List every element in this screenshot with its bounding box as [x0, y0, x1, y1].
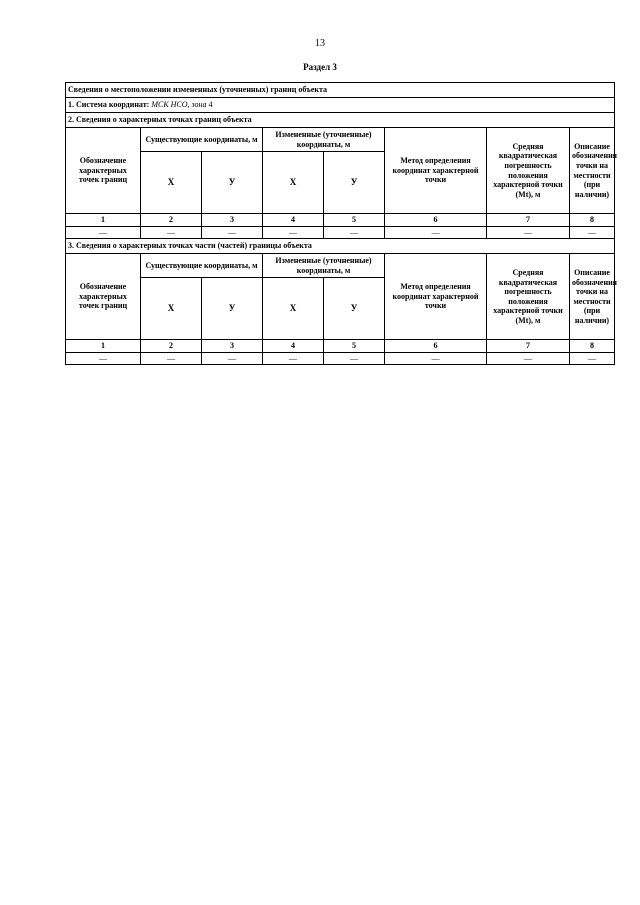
column-number: 7 — [487, 340, 570, 353]
table-cell: — — [385, 226, 487, 239]
coordinate-system-label: 1. Система координат: — [68, 100, 150, 110]
table-cell: — — [263, 226, 324, 239]
column-number: 4 — [263, 214, 324, 227]
boundary-table — [65, 82, 618, 365]
table-cell: — — [141, 226, 202, 239]
coordinate-system-row — [66, 98, 615, 113]
header-method: Метод определения координат характерной точки — [385, 254, 487, 340]
column-number-row — [66, 214, 615, 227]
header-changed-y: У — [324, 152, 385, 214]
section-title: Раздел 3 — [303, 62, 337, 72]
header-changed-coordinates: Измененные (уточненные) координаты, м — [263, 254, 385, 278]
table-cell: — — [487, 352, 570, 365]
table-cell: — — [263, 352, 324, 365]
header-existing-y: У — [202, 278, 263, 340]
column-number: 3 — [202, 340, 263, 353]
column-number: 8 — [570, 214, 615, 227]
block2-title: 3. Сведения о характерных точках части (частей) границы объекта — [66, 239, 615, 254]
table-cell: — — [324, 226, 385, 239]
column-number: 5 — [324, 214, 385, 227]
header-error: Средняя квадратическая погрешность положения характерной точки (Mt), м — [487, 254, 570, 340]
table-row — [66, 352, 615, 365]
table-cell: — — [385, 352, 487, 365]
table-cell: — — [324, 352, 385, 365]
page-number: 13 — [315, 38, 325, 49]
column-number-row — [66, 340, 615, 353]
table-cell: — — [141, 352, 202, 365]
table-cell: — — [66, 226, 141, 239]
table-cell: — — [66, 352, 141, 365]
header-existing-coordinates: Существующие координаты, м — [141, 128, 263, 152]
header-existing-coordinates: Существующие координаты, м — [141, 254, 263, 278]
header-changed-y: У — [324, 278, 385, 340]
header-existing-x: Х — [141, 152, 202, 214]
column-number: 1 — [66, 214, 141, 227]
column-number: 6 — [385, 340, 487, 353]
column-number: 5 — [324, 340, 385, 353]
coordinate-system-zone: 4 — [208, 100, 213, 110]
table-cell: — — [487, 226, 570, 239]
column-number: 1 — [66, 340, 141, 353]
header-changed-x: Х — [263, 152, 324, 214]
block1-title: 2. Сведения о характерных точках границ объекта — [66, 113, 615, 128]
header-changed-coordinates: Измененные (уточненные) координаты, м — [263, 128, 385, 152]
column-number: 3 — [202, 214, 263, 227]
coordinate-system-value: МСК НСО, зона — [151, 100, 207, 110]
header-description: Описание обозначения точки на местности (при наличии) — [570, 128, 615, 214]
header-error: Средняя квадратическая погрешность положения характерной точки (Mt), м — [487, 128, 570, 214]
table-cell: — — [202, 352, 263, 365]
table-cell: — — [570, 352, 615, 365]
column-number: 8 — [570, 340, 615, 353]
header-designation: Обозначение характерных точек границ — [66, 254, 141, 340]
table-cell: — — [202, 226, 263, 239]
table-cell: — — [570, 226, 615, 239]
table-title: Сведения о местоположении измененных (уточненных) границ объекта — [66, 83, 615, 98]
column-number: 7 — [487, 214, 570, 227]
column-number: 4 — [263, 340, 324, 353]
header-description: Описание обозначения точки на местности (при наличии) — [570, 254, 615, 340]
column-number: 6 — [385, 214, 487, 227]
table-row — [66, 226, 615, 239]
header-designation: Обозначение характерных точек границ — [66, 128, 141, 214]
column-number: 2 — [141, 214, 202, 227]
column-number: 2 — [141, 340, 202, 353]
header-method: Метод определения координат характерной точки — [385, 128, 487, 214]
header-changed-x: Х — [263, 278, 324, 340]
header-existing-x: Х — [141, 278, 202, 340]
header-existing-y: У — [202, 152, 263, 214]
